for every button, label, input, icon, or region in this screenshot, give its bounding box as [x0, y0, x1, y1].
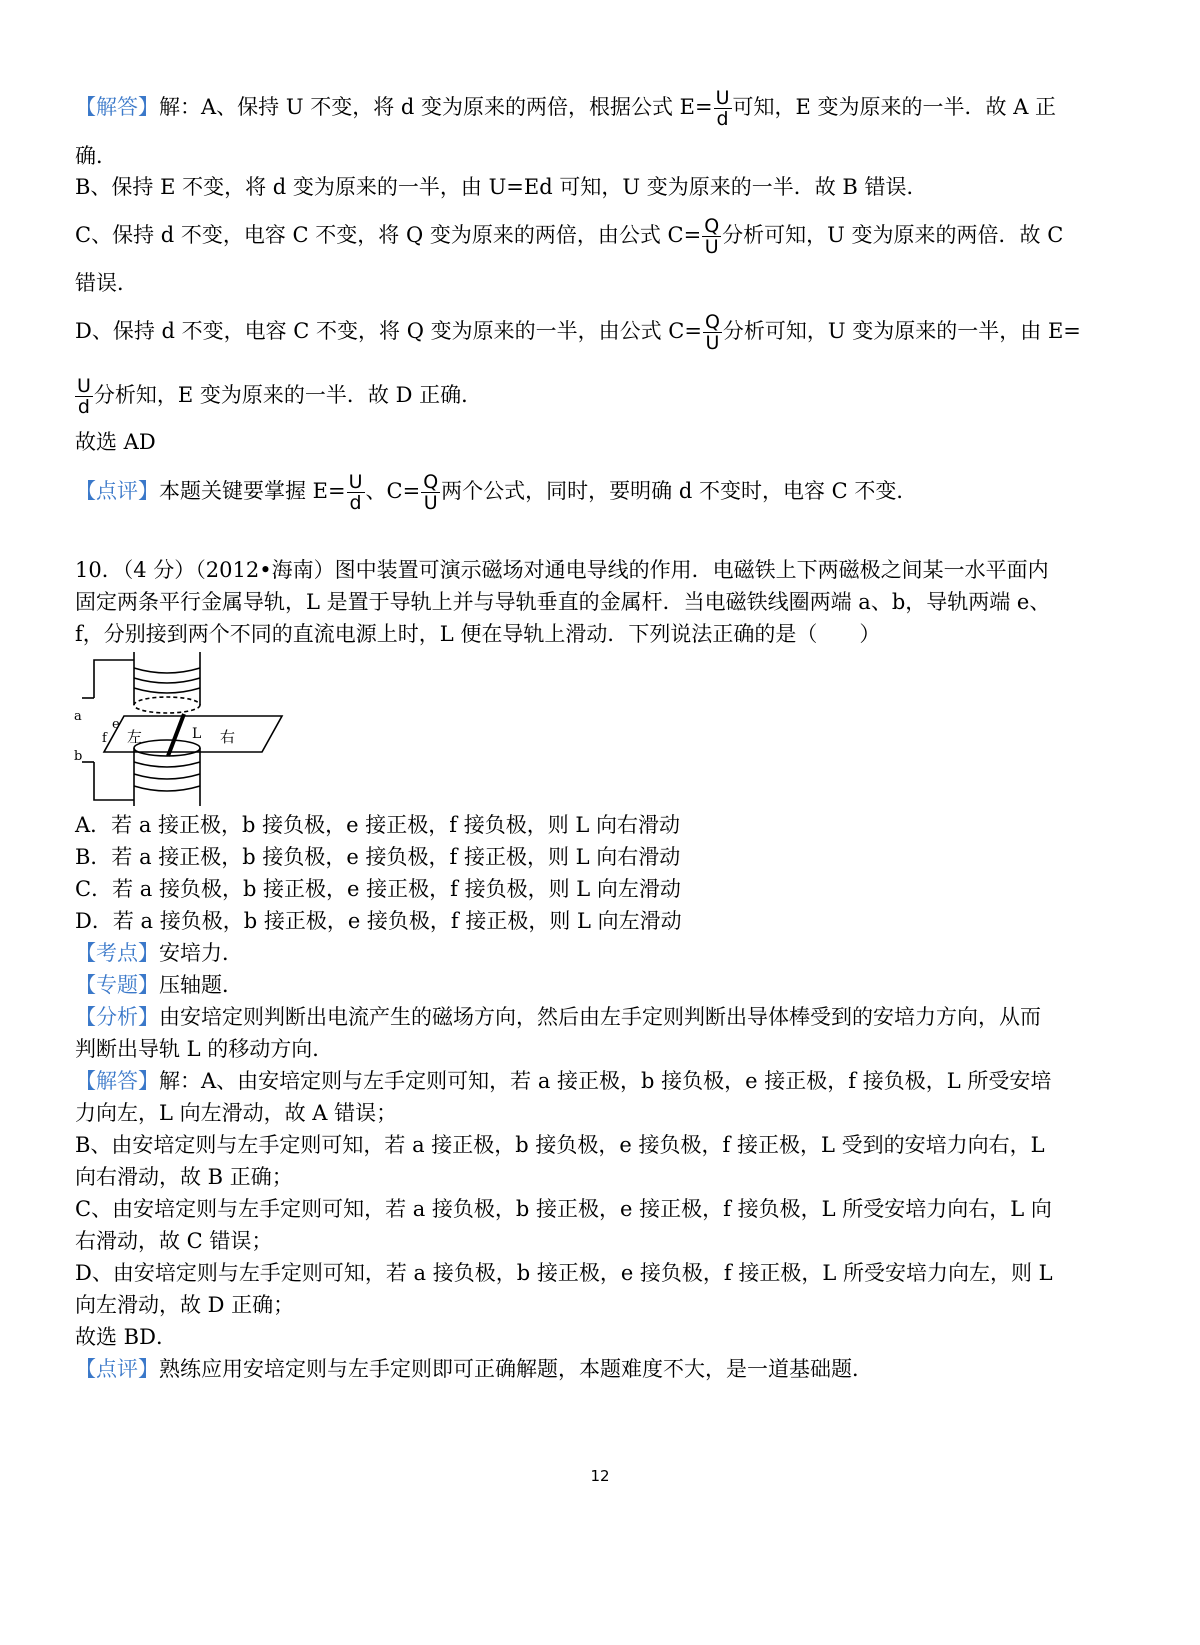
- topic-tag: 【专题】: [75, 973, 159, 997]
- q10-answer-line-5: C、由安培定则与左手定则可知，若 a 接负极，b 接正极，e 接正极，f 接负极，L 所受安培力向右，L 向: [75, 1197, 1052, 1221]
- comment-tag: 【点评】: [75, 479, 159, 503]
- label-f: f: [102, 731, 107, 746]
- q10-answer-line-8: 向左滑动，故 D 正确；: [75, 1293, 295, 1317]
- fraction-q-over-u: $\frac{Q}{U}$: [423, 471, 439, 514]
- answer-tag: 【解答】: [75, 1069, 159, 1093]
- q10-option-b: B．若 a 接正极，b 接负极，e 接负极，f 接正极，则 L 向右滑动: [75, 845, 681, 869]
- fraction-u-over-d: $\frac{U}{d}$: [77, 375, 91, 418]
- q10-option-d: D．若 a 接负极，b 接正极，e 接负极，f 接正极，则 L 向左滑动: [75, 909, 682, 933]
- comment-tag: 【点评】: [75, 1357, 159, 1381]
- q10-stem-line-3: f，分别接到两个不同的直流电源上时，L 便在导轨上滑动．下列说法正确的是（ ）: [75, 622, 881, 646]
- point-tag: 【考点】: [75, 941, 159, 965]
- analysis-tag: 【分析】: [75, 1005, 159, 1029]
- q10-option-c: C．若 a 接负极，b 接正极，e 接正极，f 接负极，则 L 向左滑动: [75, 877, 681, 901]
- q10-answer-line-3: B、由安培定则与左手定则可知，若 a 接正极，b 接负极，e 接负极，f 接正极，L 受到的安培力向右，L: [75, 1133, 1045, 1157]
- label-left: 左: [127, 728, 143, 746]
- q10-answer-line-1: 【解答】解：A、由安培定则与左手定则可知，若 a 接正极，b 接负极，e 接正极，f 接负极，L 所受安培: [75, 1069, 1052, 1093]
- q10-final-choice: 故选 BD．: [75, 1325, 177, 1349]
- fraction-u-over-d: $\frac{U}{d}$: [348, 471, 363, 514]
- prev-comment: 【点评】本题关键要掌握 E= $\frac{U}{d}$ 、C= $\frac{Q}{U}$ 两个公式，同时，要明确 d 不变时，电容 C 不变．: [75, 471, 918, 514]
- prev-answer-line-3: B、保持 E 不变，将 d 变为原来的一半，由 U=Ed 可知，U 变为原来的一半．故 B 错误．: [75, 175, 928, 199]
- q10-answer-line-2: 力向左，L 向左滑动，故 A 错误；: [75, 1101, 398, 1125]
- label-b: b: [74, 749, 83, 764]
- label-L: L: [192, 726, 202, 742]
- prev-final-choice: 故选 AD: [75, 430, 156, 454]
- q10-answer-line-7: D、由安培定则与左手定则可知，若 a 接负极，b 接正极，e 接负极，f 接正极，L 所受安培力向左，则 L: [75, 1261, 1053, 1285]
- q10-option-a: A．若 a 接正极，b 接负极，e 接正极，f 接负极，则 L 向右滑动: [75, 813, 680, 837]
- prev-answer-line-4: C、保持 d 不变，电容 C 不变，将 Q 变为原来的两倍，由公式 C= $\frac{Q}{U}$ 分析可知，U 变为原来的两倍．故 C: [75, 215, 1064, 258]
- answer-tag: 【解答】: [75, 95, 159, 119]
- q10-analysis-line-2: 判断出导轨 L 的移动方向．: [75, 1037, 334, 1061]
- prev-answer-line-7: $\frac{U}{d}$ 分析知，E 变为原来的一半．故 D 正确．: [77, 375, 483, 418]
- prev-answer-line-6: D、保持 d 不变，电容 C 不变，将 Q 变为原来的一半，由公式 C= $\frac{Q}{U}$ 分析可知，U 变为原来的一半，由 E=: [75, 311, 1081, 354]
- q10-topic: 【专题】压轴题．: [75, 973, 243, 997]
- page-number: 12: [590, 1467, 610, 1485]
- label-e: e: [112, 717, 120, 732]
- q10-comment: 【点评】熟练应用安培定则与左手定则即可正确解题，本题难度不大，是一道基础题．: [75, 1357, 873, 1381]
- q10-analysis-line-1: 【分析】由安培定则判断出电流产生的磁场方向，然后由左手定则判断出导体棒受到的安培力方向，从而: [75, 1005, 1041, 1029]
- fraction-q-over-u: $\frac{Q}{U}$: [704, 215, 720, 258]
- q10-point: 【考点】安培力．: [75, 941, 243, 965]
- q10-answer-line-4: 向右滑动，故 B 正确；: [75, 1165, 293, 1189]
- prev-answer-line-2: 确．: [75, 144, 117, 168]
- electromagnet-rail-figure: [72, 650, 287, 810]
- q10-stem-line-2: 固定两条平行金属导轨，L 是置于导轨上并与导轨垂直的金属杆．当电磁铁线圈两端 a、b，导轨两端 e、: [75, 590, 1051, 614]
- q10-answer-line-6: 右滑动，故 C 错误；: [75, 1229, 273, 1253]
- fraction-q-over-u: $\frac{Q}{U}$: [704, 311, 720, 354]
- fraction-u-over-d: $\frac{U}{d}$: [715, 87, 730, 130]
- prev-answer-line-1: 【解答】解：A、保持 U 不变，将 d 变为原来的两倍，根据公式 E= $\frac{U}{d}$ 可知，E 变为原来的一半．故 A 正: [75, 87, 1057, 130]
- prev-answer-line-5: 错误．: [75, 271, 138, 295]
- label-a: a: [74, 709, 82, 724]
- label-right: 右: [220, 728, 236, 746]
- q10-stem-line-1: 10．（4 分）（2012•海南）图中装置可演示磁场对通电导线的作用．电磁铁上下两磁极之间某一水平面内: [75, 558, 1049, 582]
